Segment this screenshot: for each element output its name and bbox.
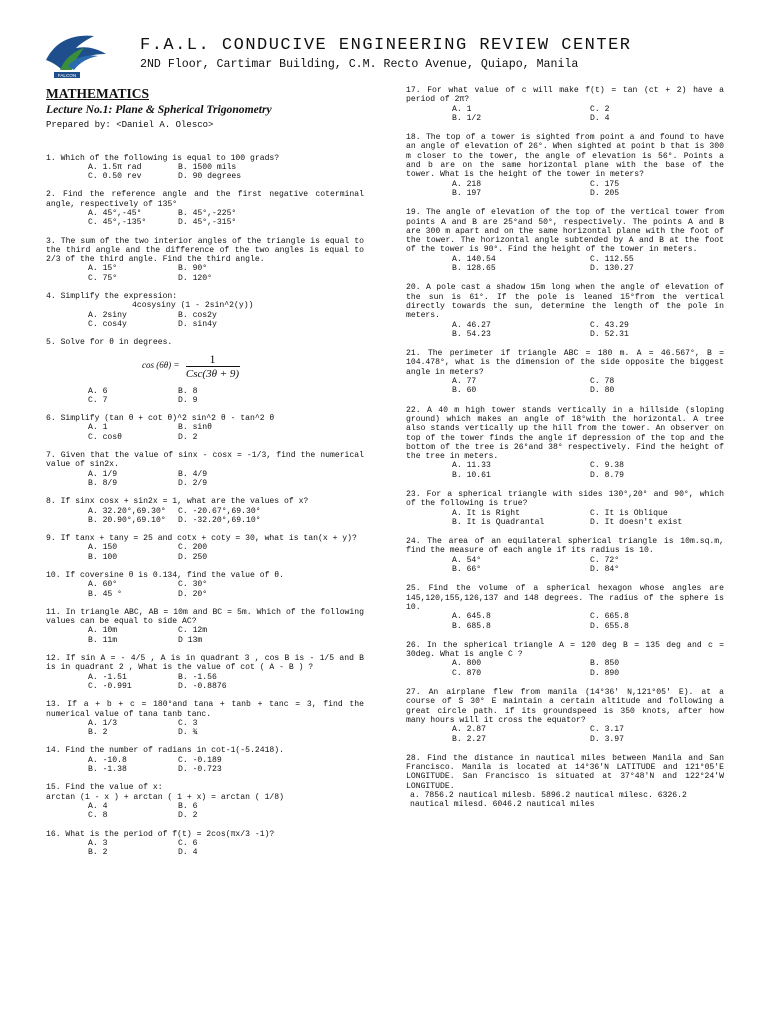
question-text: 28. Find the distance in nautical miles between Manila and San Francisco. Manila is located at 14°36'N LATITUDE and 121°05'E LONGITUDE. San Francisco is situated at 37°48'N and 122°24'W LONGITUDE. xyxy=(406,753,724,791)
answer-options xyxy=(88,209,364,228)
answer-option: A. 2siny xyxy=(88,310,127,320)
answer-option: a. 7856.2 nautical miles xyxy=(410,791,527,800)
left-column xyxy=(46,84,364,866)
answer-option: B. 2 xyxy=(88,848,108,858)
answer-option: C. 72° xyxy=(590,555,620,565)
answer-option: D. It doesn't exist xyxy=(590,517,683,527)
answer-option: A. 10m xyxy=(88,626,118,636)
question-text: 15. Find the value of x: xyxy=(46,783,163,793)
answer-option: C. 3.17 xyxy=(590,725,624,735)
answer-option: D. 3.97 xyxy=(590,734,624,744)
answer-options xyxy=(452,105,724,124)
answer-option: C. 3 xyxy=(178,718,198,728)
answer-option: D. 655.8 xyxy=(590,621,629,631)
answer-option: C. -0.189 xyxy=(178,755,222,765)
left-question-list xyxy=(46,154,364,858)
answer-option: A. 54° xyxy=(452,555,482,565)
answer-options xyxy=(452,377,724,396)
answer-options xyxy=(410,791,724,810)
answer-option: C. 75° xyxy=(88,273,118,283)
organization-address: 2ND Floor, Cartimar Building, C.M. Recto Avenue, Quiapo, Manila xyxy=(140,58,579,71)
answer-option: C. cos4y xyxy=(88,319,127,329)
answer-option: B. 10.61 xyxy=(452,470,491,480)
answer-options xyxy=(88,839,364,858)
question-item xyxy=(46,654,364,691)
answer-option: C. -20.67°,69.30° xyxy=(178,506,261,516)
question-item xyxy=(406,283,724,339)
question-item xyxy=(46,190,364,227)
answer-option: B. 197 xyxy=(452,188,482,198)
answer-options xyxy=(452,612,724,631)
answer-option: C. 7 xyxy=(88,395,108,405)
page-header xyxy=(0,0,768,84)
answer-options xyxy=(88,626,364,645)
answer-option: B. 45°,-225° xyxy=(178,208,237,218)
answer-option: B. 4/9 xyxy=(178,469,208,479)
question-text: 10. If coversine θ is 0.134, find the value of θ. xyxy=(46,571,284,580)
right-question-list xyxy=(406,86,724,810)
answer-options xyxy=(88,423,364,442)
answer-options xyxy=(88,802,364,821)
answer-option: C. 2 xyxy=(590,104,610,114)
answer-options xyxy=(88,507,364,526)
question-text: 22. A 40 m high tower stands vertically in a hillside (sloping ground) which makes an angle of 18°with the horizontal. A tree also stands vertically up the hill from the tower. An observer on top of the tower finds the angle if depression of the top and the bottom of the tree is 26°and 38° respectively. Find the height of the tree in meters. xyxy=(406,405,724,462)
question-item xyxy=(406,133,724,198)
answer-option: D 13m xyxy=(178,635,203,645)
question-item xyxy=(406,349,724,395)
answer-options xyxy=(452,556,724,575)
answer-option: C. 45°,-135° xyxy=(88,218,147,228)
answer-option: D. 52.31 xyxy=(590,329,629,339)
question-expression: arctan (1 - x ) + arctan ( 1 + x) = arctan ( 1/8) xyxy=(46,792,284,802)
answer-option: B. 8/9 xyxy=(88,478,118,488)
answer-option: A. 4 xyxy=(88,801,108,811)
answer-option: D. sin4y xyxy=(178,319,217,329)
answer-option: C. It is Oblique xyxy=(590,508,668,518)
answer-option: B. 20.90°,69.10° xyxy=(88,515,166,525)
answer-option: D. -32.20°,69.10° xyxy=(178,515,261,525)
answer-option: B. 1/2 xyxy=(452,113,482,123)
question-text: 8. If sinx cosx + sin2x = 1, what are the values of x? xyxy=(46,497,309,507)
answer-option: A. 45°,-45° xyxy=(88,208,142,218)
question-text: 18. The top of a tower is sighted from point a and found to have an angle of elevation of 26°. When sighted at point b that is 300 m closer to the tower, the angle of elevation is 56°. Points a and b are on the same horizontal plane with the base of the tower. What is the height of the tower in meters? xyxy=(406,133,724,180)
answer-option: A. 1.5π rad xyxy=(88,162,142,172)
answer-option: A. 11.33 xyxy=(452,461,491,471)
answer-option: D. -0.723 xyxy=(178,765,222,775)
question-item xyxy=(406,688,724,744)
answer-option: B. 2 xyxy=(88,728,108,738)
prepared-by: Prepared by: <Daniel A. Olesco> xyxy=(46,119,214,130)
question-text: 14. Find the number of radians in cot-1(-5.2418). xyxy=(46,746,284,756)
question-text: 20. A pole cast a shadow 15m long when the angle of elevation of the sun is 61°. If the pole is leaned 15°from the vertical directly towards the sun, determine the length of the pole in meters. xyxy=(406,283,724,321)
answer-option: A. 15° xyxy=(88,264,118,274)
answer-options xyxy=(88,580,364,599)
question-text: 5. Solve for θ in degrees. xyxy=(46,338,173,348)
question-item xyxy=(46,700,364,737)
answer-options xyxy=(88,543,364,562)
answer-option: D. 2 xyxy=(178,432,198,442)
question-text: 16. What is the period of f(t) = 2cos(πx/3 -1)? xyxy=(46,829,275,839)
answer-option: B. 100 xyxy=(88,552,118,562)
question-item xyxy=(406,490,724,527)
organization-name: F.A.L. CONDUCIVE ENGINEERING REVIEW CENTER xyxy=(140,36,632,55)
answer-options xyxy=(452,659,724,678)
answer-option: A. 140.54 xyxy=(452,254,496,264)
question-text: 25. Find the volume of a spherical hexagon whose angles are 145,120,155,126,137 and 148 degrees. The radius of the sphere is 10. xyxy=(406,584,724,612)
answer-option: C. cosθ xyxy=(88,432,122,442)
answer-option: C. 175 xyxy=(590,179,620,189)
question-item xyxy=(406,208,724,273)
question-item xyxy=(46,534,364,562)
answer-option: A. -1.51 xyxy=(88,672,127,682)
question-expression: 4cosysiny (1 - 2sin^2(y)) xyxy=(132,301,254,311)
answer-option: D. 2/9 xyxy=(178,478,208,488)
answer-option: C. 43.29 xyxy=(590,320,629,330)
answer-option: D. 80 xyxy=(590,386,615,396)
question-item xyxy=(46,338,364,405)
question-text: 21. The perimeter if triangle ABC = 180 m. A = 46.567°, B = 104.478°, what is the dimension of the side opposite the biggest angle in meters? xyxy=(406,349,724,377)
answer-option: A. 1 xyxy=(88,423,108,433)
question-item xyxy=(46,746,364,774)
answer-option: D. 9 xyxy=(178,395,198,405)
answer-option: D. 130.27 xyxy=(590,264,634,274)
answer-option: C. 0.50 rev xyxy=(88,172,142,182)
answer-option: D. -0.8876 xyxy=(178,681,227,691)
answer-option: D. 20° xyxy=(178,589,208,599)
answer-option: A. It is Right xyxy=(452,508,520,518)
answer-option: c. 6326.2 nautical miles xyxy=(410,791,687,810)
question-item xyxy=(46,292,364,329)
answer-option: A. -10.8 xyxy=(88,755,127,765)
falcon-logo-icon xyxy=(40,30,112,82)
question-item xyxy=(406,584,724,630)
subject-title: MATHEMATICS xyxy=(46,86,150,101)
answer-option: A. 1/3 xyxy=(88,718,118,728)
answer-option: A. 6 xyxy=(88,386,108,396)
answer-option: C. 665.8 xyxy=(590,612,629,622)
answer-option: B. 45 ° xyxy=(88,589,122,599)
question-item xyxy=(406,537,724,574)
answer-option: d. 6046.2 nautical miles xyxy=(478,800,595,810)
question-text: 26. In the spherical triangle A = 120 deg B = 135 deg and c = 30deg. What is angle C ? xyxy=(406,640,724,660)
svg-text:FALCON: FALCON xyxy=(57,73,77,79)
question-text: 1. Which of the following is equal to 100 grads? xyxy=(46,153,280,163)
question-text: 2. Find the reference angle and the first negative coterminal angle, respectively of 135° xyxy=(46,190,364,209)
answer-option: B. sinθ xyxy=(178,423,212,433)
answer-option: A. 77 xyxy=(452,377,477,387)
answer-option: B. 54.23 xyxy=(452,329,491,339)
answer-option: D. 8.79 xyxy=(590,470,624,480)
answer-option: A. 60° xyxy=(88,580,118,590)
question-text: 17. For what value of c will make f(t) = tan (ct + 2) have a period of 2π? xyxy=(406,86,724,105)
answer-option: B. 1500 mils xyxy=(178,162,237,172)
answer-option: B. cos2y xyxy=(178,310,217,320)
answer-option: D. 4 xyxy=(590,113,610,123)
question-text: 9. If tanx + tany = 25 and cotx + coty = 30, what is tan(x + y)? xyxy=(46,534,357,544)
answer-option: B. 128.65 xyxy=(452,264,496,274)
answer-option: D. 120° xyxy=(178,273,212,283)
answer-option: A. 1/9 xyxy=(88,469,118,479)
answer-option: C. -0.991 xyxy=(88,681,132,691)
answer-options xyxy=(452,180,724,199)
answer-option: B. -1.38 xyxy=(88,765,127,775)
question-item xyxy=(46,154,364,182)
answer-options xyxy=(88,756,364,775)
answer-option: A. 218 xyxy=(452,179,482,189)
answer-option: D. ¾ xyxy=(178,728,198,738)
answer-options xyxy=(88,311,364,330)
answer-option: B. 2.27 xyxy=(452,734,486,744)
question-item xyxy=(46,571,364,599)
answer-option: D. 4 xyxy=(178,848,198,858)
question-text: 4. Simplify the expression: xyxy=(46,292,178,302)
answer-option: B. -1.56 xyxy=(178,672,217,682)
answer-option: B. 60 xyxy=(452,386,477,396)
question-text: 6. Simplify (tan θ + cot θ)^2 sin^2 θ - tan^2 θ xyxy=(46,414,275,424)
question-item xyxy=(46,451,364,488)
question-item xyxy=(46,497,364,525)
question-item xyxy=(46,608,364,645)
answer-option: B. It is Quadrantal xyxy=(452,517,545,527)
answer-option: D. 250 xyxy=(178,552,208,562)
question-item xyxy=(406,86,724,123)
question-item xyxy=(46,414,364,442)
answer-option: B. 11m xyxy=(88,635,118,645)
answer-option: C. 6 xyxy=(178,838,198,848)
answer-option: D. 2 xyxy=(178,811,198,821)
question-item xyxy=(406,754,724,810)
answer-option: b. 5896.2 nautical miles xyxy=(526,791,644,800)
question-text: 3. The sum of the two interior angles of the triangle is equal to the third angle and the difference of the two angles is equal to 2/3 of the third angle. Find the third angle. xyxy=(46,236,364,265)
question-text: 13. If a + b + c = 180°and tana + tanb + tanc = 3, find the numerical value of tana tanb tanc. xyxy=(46,700,364,719)
answer-option: B. 8 xyxy=(178,386,198,396)
answer-option: B. 850 xyxy=(590,659,620,669)
answer-option: D. 90 degrees xyxy=(178,172,242,182)
formula-cos6theta xyxy=(142,352,364,381)
question-text: 24. The area of an equilateral spherical triangle is 10m.sq.m, find the measure of each angle if its radius is 10. xyxy=(406,537,724,556)
question-text: 23. For a spherical triangle with sides 130°,20° and 90°, which of the following is true? xyxy=(406,489,724,509)
answer-option: B. 90° xyxy=(178,264,208,274)
answer-option: B. 6 xyxy=(178,801,198,811)
answer-options xyxy=(452,725,724,744)
question-text: 19. The angle of elevation of the top of the vertical tower from points A and B are 25°and 50°, respectively. The points A and B are 300 m apart and on the same horizontal plane with the foot of the tower. The horizontal angle subtended by A and B at the foot of the tower is 90°. Find the height of the tower in meters. xyxy=(406,208,724,255)
answer-option: A. 800 xyxy=(452,659,482,669)
formula-lhs: cos (6θ) = xyxy=(142,360,180,371)
question-text: 27. An airplane flew from manila (14°36' N,121°05' E). at a course of S 30° E maintain a certain altitude and following a great circle path. if its groundspeed is 350 knots, after how many hours will it cross the equator? xyxy=(406,688,724,725)
answer-option: C. 870 xyxy=(452,668,482,678)
answer-option: D. 205 xyxy=(590,188,620,198)
answer-option: A. 645.8 xyxy=(452,612,491,622)
answer-option: C. 78 xyxy=(590,377,615,387)
answer-options xyxy=(452,509,724,528)
question-item xyxy=(46,783,364,820)
question-item xyxy=(406,406,724,480)
answer-options xyxy=(452,461,724,480)
answer-options xyxy=(88,719,364,738)
question-text: 12. If sin A = - 4/5 , A is in quadrant 3 , cos B is - 1/5 and B is in quadrant 2 , What is the value of cot ( A - B ) ? xyxy=(46,654,364,673)
answer-options xyxy=(88,673,364,692)
answer-option: A. 1 xyxy=(452,104,472,114)
answer-option: D. 45°,-315° xyxy=(178,218,237,228)
formula-denominator: Csc(3θ + 9) xyxy=(185,367,240,380)
answer-options xyxy=(88,387,364,406)
answer-options xyxy=(88,163,364,182)
answer-option: A. 2.87 xyxy=(452,725,486,735)
answer-option: A. 32.20°,69.30° xyxy=(88,506,166,516)
answer-option: C. 112.55 xyxy=(590,254,634,264)
answer-option: A. 150 xyxy=(88,543,118,553)
answer-options xyxy=(88,470,364,489)
answer-option: C. 30° xyxy=(178,580,208,590)
formula-fraction xyxy=(186,352,240,381)
question-text: 11. In triangle ABC, AB = 10m and BC = 5m. Which of the following values can be equal to side AC? xyxy=(46,607,364,627)
answer-option: A. 46.27 xyxy=(452,320,491,330)
answer-option: B. 685.8 xyxy=(452,621,491,631)
right-column xyxy=(406,86,724,820)
answer-option: D. 84° xyxy=(590,565,620,575)
question-item xyxy=(46,237,364,283)
lecture-title: Lecture No.1: Plane & Spherical Trigonometry xyxy=(46,103,272,116)
answer-option: B. 66° xyxy=(452,565,482,575)
question-item xyxy=(406,641,724,678)
answer-option: A. 3 xyxy=(88,838,108,848)
answer-option: C. 9.38 xyxy=(590,461,624,471)
answer-option: C. 12m xyxy=(178,626,208,636)
answer-options xyxy=(452,255,724,274)
formula-numerator: 1 xyxy=(186,352,240,367)
answer-options xyxy=(452,321,724,340)
question-text: 7. Given that the value of sinx - cosx = -1/3, find the numerical value of sin2x. xyxy=(46,451,364,470)
answer-option: C. 200 xyxy=(178,543,208,553)
answer-option: C. 8 xyxy=(88,811,108,821)
answer-option: D. 890 xyxy=(590,668,620,678)
answer-options xyxy=(88,264,364,283)
question-item xyxy=(46,830,364,858)
